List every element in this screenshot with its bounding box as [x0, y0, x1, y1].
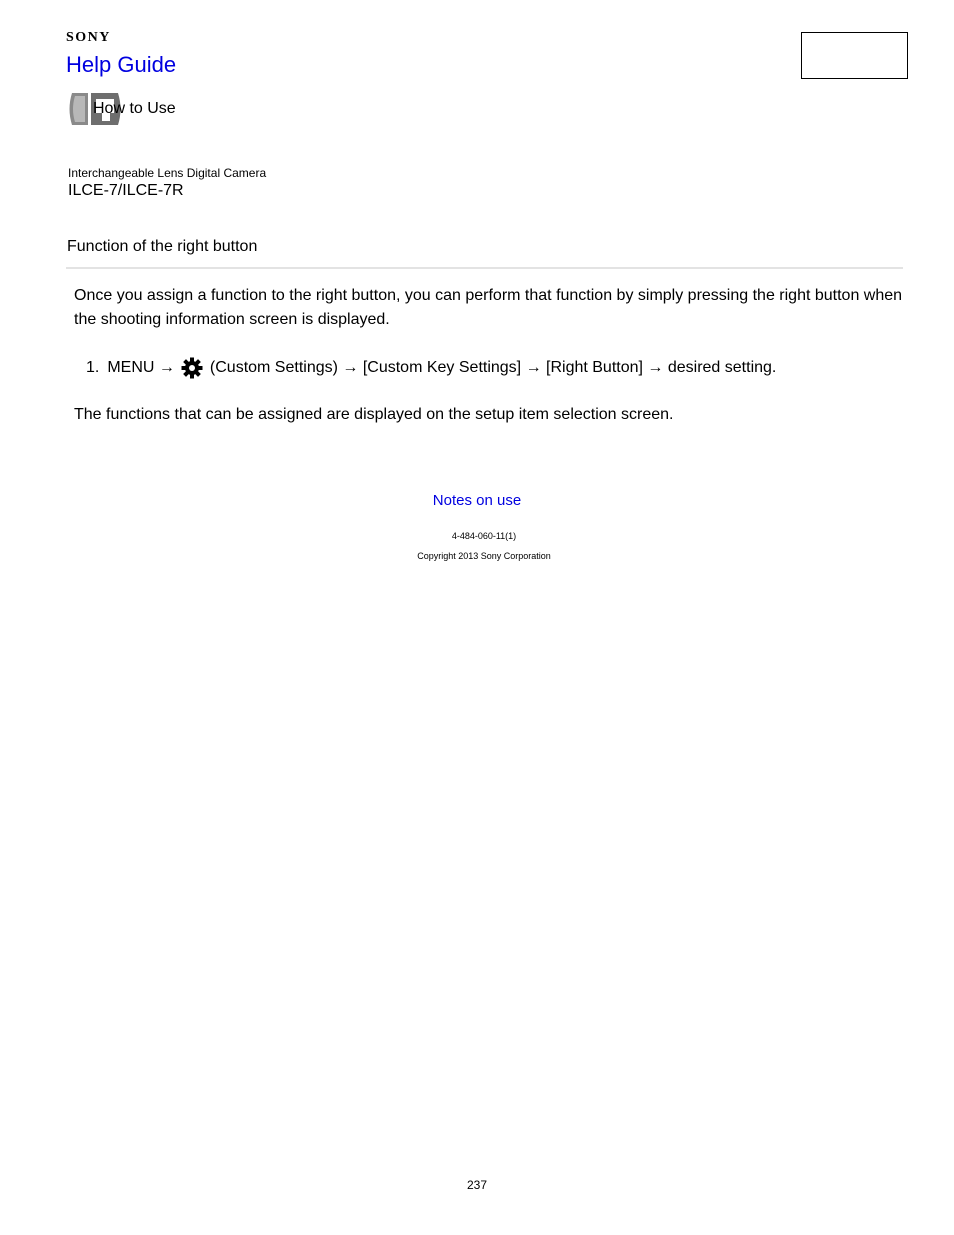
- product-subtitle: Interchangeable Lens Digital Camera: [68, 166, 267, 180]
- page-title: Function of the right button: [67, 238, 258, 255]
- product-model: ILCE-7/ILCE-7R: [68, 182, 184, 199]
- step-text-before: MENU →: [107, 359, 175, 376]
- notes-on-use-link[interactable]: Notes on use: [432, 492, 522, 509]
- step-1: [86, 357, 776, 379]
- title-divider: [66, 267, 903, 269]
- search-box[interactable]: [801, 32, 908, 79]
- gear-icon: [181, 357, 203, 379]
- copyright: Copyright 2013 Sony Corporation: [417, 551, 551, 561]
- sony-logo: SONY: [66, 30, 111, 45]
- help-guide-link[interactable]: Help Guide: [66, 52, 177, 77]
- page-number: 237: [466, 1178, 488, 1192]
- document-code: 4-484-060-11(1): [451, 531, 517, 541]
- section-label: How to Use: [93, 100, 176, 117]
- note-paragraph: The functions that can be assigned are displayed on the setup item selection screen.: [74, 406, 674, 423]
- step-number: 1.: [86, 359, 100, 376]
- step-text-after: (Custom Settings) → [Custom Key Settings] → [Right Button] → desired setting.: [209, 359, 777, 376]
- intro-paragraph: Once you assign a function to the right button, you can perform that function by simply pressing the right button when the shooting information screen is displayed.: [74, 287, 903, 328]
